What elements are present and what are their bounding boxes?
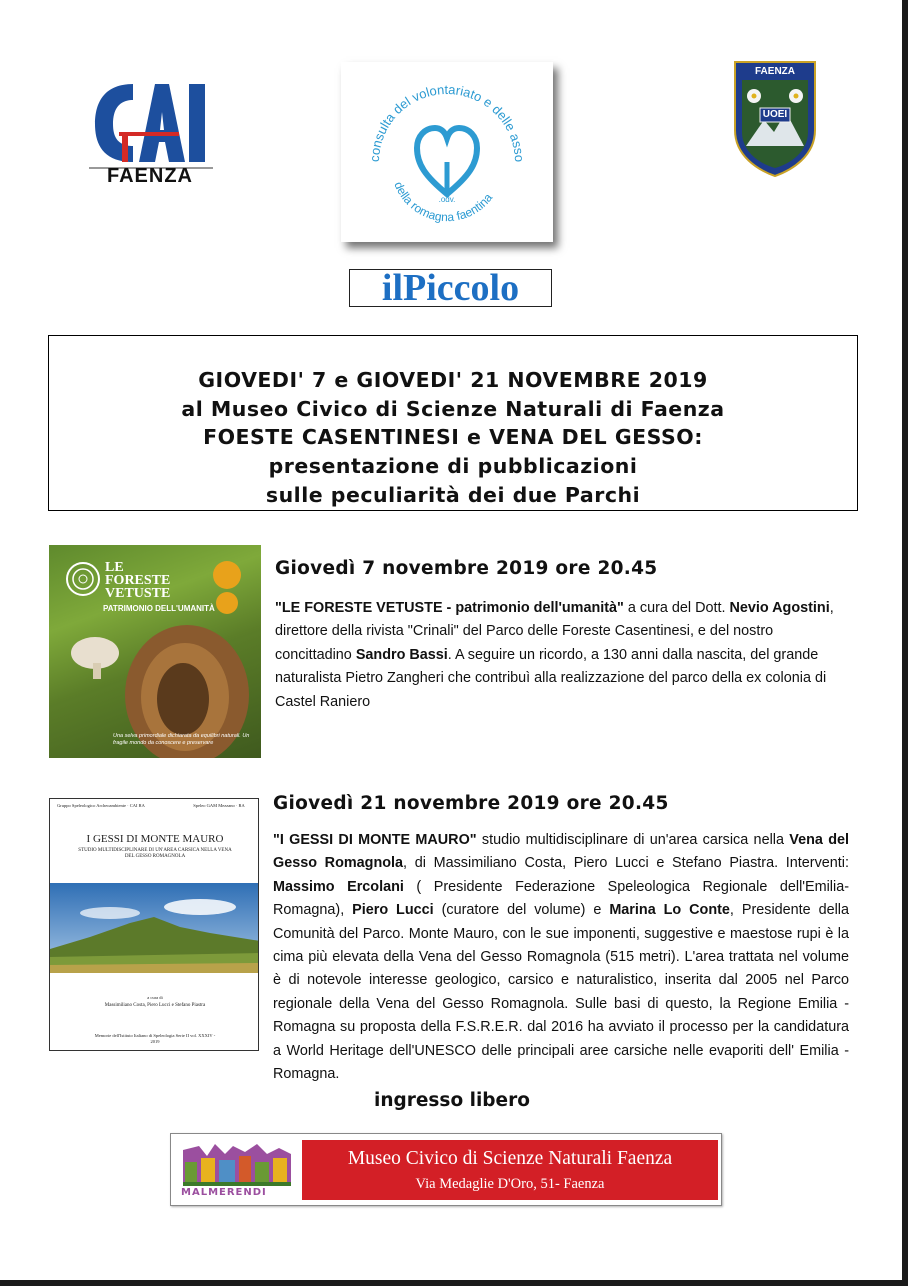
event2-text-4: (curatore del volume) e [433, 902, 610, 919]
foreste-cover-title-1: LE [105, 560, 124, 575]
gessi-monte-mauro-book-cover [49, 798, 259, 1051]
gessi-cover-footer: Memorie dell'Istituto Italiano di Speleologia Serie II vol. XXXIV - 2019 [94, 1033, 216, 1044]
museo-info-panel [302, 1140, 718, 1200]
event1-text-3: . A seguire un ricordo, a 130 anni dalla nascita, del grande naturalista Pietro Zangheri che contribuì alla realizzazione del parco della ex colonia di Castel Raniero [275, 646, 827, 710]
event2-book-title: "I GESSI DI MONTE MAURO" [273, 832, 477, 848]
event1-text-1: a cura del Dott. [623, 600, 730, 616]
event1-author-bassi: Sandro Bassi [355, 646, 448, 663]
event1-heading: Giovedì 7 novembre 2019 ore 20.45 [275, 558, 658, 579]
event-title-box [48, 335, 858, 511]
museo-banner [170, 1133, 722, 1206]
consulta-ring-text: consulta del volontariato e delle asso [366, 81, 528, 163]
title-line-dates: GIOVEDI' 7 e GIOVEDI' 21 NOVEMBRE 2019 [198, 368, 708, 392]
event2-speaker-lucci: Piero Lucci [352, 902, 434, 919]
consulta-bottom-text: della romagna faentina [391, 179, 496, 225]
malmerendi-logo [179, 1140, 297, 1202]
title-line-location: al Museo Civico di Scienze Naturali di Faenza [181, 397, 725, 421]
uoei-text: UOEI [762, 109, 788, 120]
gessi-cover-header-left: Gruppo Speleologico Archeoambiente · CAI RA [57, 803, 145, 808]
event2-text-1: studio multidisciplinare di un'area carsica nella [476, 832, 790, 848]
foreste-cover-caption: Una selva primordiale dichiarata da equilibri naturali. Un fragile mondo da conoscere e preservare [113, 733, 250, 746]
title-line-peculiarities: sulle peculiarità dei due Parchi [265, 483, 641, 507]
museo-address: Via Medaglie D'Oro, 51- Faenza [415, 1176, 605, 1192]
event2-vena-gesso: Vena del Gesso Romagnola [273, 832, 849, 872]
event1-description [275, 597, 851, 714]
event2-text-5: , Presidente della Comunità del Parco. Monte Mauro, con le sue imponenti, suggestive e maestose rupi è la cima più elevata della Vena del Gesso Romagnola (515 metri). L'area trattata nel volume è di notevole interesse geologico, carsico e naturalistico, inserita dal 2005 nel Parco regionale della Vena del Gesso Romagnola. Sulle basi di questo, la Regione Emilia - Romagna su proposta della F.S.R.E.R. dal 2016 ha avviato il processo per la candidatura a World Heritage dell'UNESCO delle principali aree carsiche nelle evaporiti dell' Emilia - Romagna. [273, 902, 849, 1083]
title-line-presentation: presentazione di pubblicazioni [268, 454, 638, 478]
museo-title: Museo Civico di Scienze Naturali Faenza [347, 1148, 673, 1169]
foreste-vetuste-book-cover [49, 545, 261, 758]
gessi-cover-credits: Massimiliano Costa, Piero Lucci e Stefano Piastra [104, 1003, 206, 1008]
event2-text-2: , di Massimiliano Costa, Piero Lucci e Stefano Piastra. Interventi: [403, 855, 849, 872]
il-piccolo-text: ilPiccolo [381, 267, 520, 309]
event2-heading: Giovedì 21 novembre 2019 ore 20.45 [273, 793, 669, 814]
event1-text-2: , direttore della rivista "Crinali" del Parco delle Foreste Casentinesi, e del nostro concittadino [275, 600, 834, 663]
event2-speaker-ercolani: Massimo Ercolani [273, 878, 404, 895]
event2-text-3: ( Presidente Federazione Speleologica Regionale dell'Emilia-Romagna), [273, 878, 849, 919]
event2-speaker-lo-conte: Marina Lo Conte [609, 902, 730, 919]
page-edge-bottom [0, 1280, 908, 1286]
gessi-cover-header-right: Speleo GAM Mezzano · RA [193, 803, 245, 808]
malmerendi-text: MALMERENDI [181, 1187, 267, 1198]
gessi-cover-landscape [50, 883, 259, 973]
consulta-volontariato-logo [341, 62, 553, 242]
consulta-odv-text: .odv. [438, 195, 456, 204]
event1-author-agostini: Nevio Agostini [729, 600, 830, 616]
gessi-cover-title: I GESSI DI MONTE MAURO [86, 833, 224, 845]
free-entry-notice: ingresso libero [374, 1090, 530, 1111]
title-line-parks: FOESTE CASENTINESI e VENA DEL GESSO: [203, 425, 703, 449]
event2-description [273, 829, 849, 1086]
gessi-cover-subtitle: STUDIO MULTIDISCIPLINARE DI UN'AREA CARSICA NELLA VENA DEL GESSO ROMAGNOLA [78, 848, 232, 859]
foreste-cover-title-3: VETUSTE [105, 586, 171, 601]
gessi-cover-credits-label: a cura di [147, 995, 163, 1000]
foreste-cover-subtitle: PATRIMONIO DELL'UMANITÀ [103, 604, 215, 613]
page-edge-right [902, 0, 908, 1286]
svg-text:consulta del volontariato e de [341, 62, 527, 162]
foreste-cover-title-2: FORESTE [105, 573, 171, 588]
consulta-logo-graphic [341, 62, 553, 242]
event1-book-title: "LE FORESTE VETUSTE - patrimonio dell'umanità" [275, 600, 624, 616]
cai-faenza-logo [89, 76, 213, 188]
il-piccolo-logo [349, 269, 552, 307]
uoei-faenza-text: FAENZA [755, 66, 795, 77]
cai-faenza-text: FAENZA [107, 165, 193, 187]
uoei-faenza-logo [732, 60, 818, 178]
